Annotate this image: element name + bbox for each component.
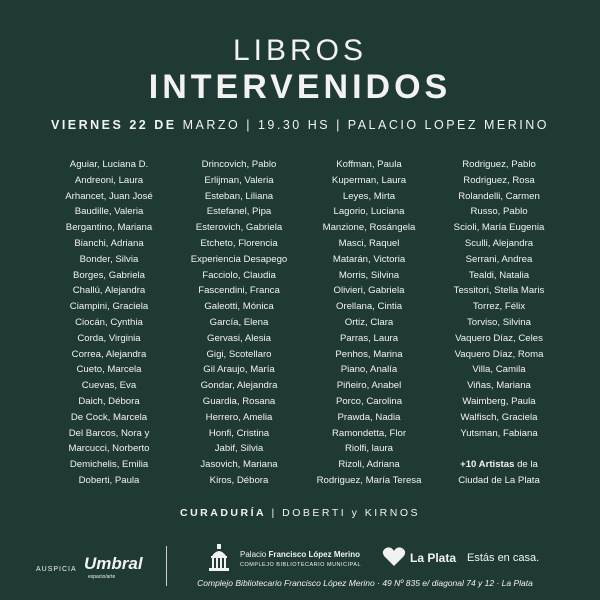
artist-name: Masci, Raquel xyxy=(338,237,400,249)
artist-name: Correa, Alejandra xyxy=(71,348,147,360)
artist-name: Ramondetta, Flor xyxy=(331,427,407,439)
artist-name: Challú, Alejandra xyxy=(72,285,146,297)
artist-name: Honfi, Cristina xyxy=(208,427,270,439)
artist-name: Manzione, Rosángela xyxy=(322,222,416,234)
palace-icon xyxy=(206,544,232,574)
artist-name: Morris, Silvina xyxy=(338,269,400,281)
artist-name: Kuperman, Laura xyxy=(331,174,407,186)
artist-name: Fascendini, Franca xyxy=(198,285,280,297)
artist-name: Gervasi, Alesia xyxy=(207,332,271,344)
artist-name: Del Barcos, Nora y xyxy=(68,427,150,439)
artist-name: Porco, Carolina xyxy=(335,395,403,407)
artist-name: Tessitori, Stella Maris xyxy=(453,285,545,297)
artist-name: Gigi, Scotellaro xyxy=(206,348,272,360)
event-place: PALACIO LOPEZ MERINO xyxy=(347,118,549,132)
artist-name: Yutsman, Fabiana xyxy=(460,427,538,439)
artist-name: Matarán, Victoria xyxy=(332,253,406,265)
artist-name: Kiros, Débora xyxy=(209,474,269,486)
artist-name: Koffman, Paula xyxy=(336,159,402,170)
auspicia-label: AUSPICIA xyxy=(36,566,77,573)
curators xyxy=(0,507,600,519)
artist-name: Arhancet, Juan José xyxy=(65,190,153,202)
extra-artists-count: +10 Artistas xyxy=(460,459,515,471)
artist-name: Jabif, Silvia xyxy=(214,443,264,455)
event-time: 19.30 HS xyxy=(257,118,331,132)
artist-name: Bonder, Silvia xyxy=(79,253,139,265)
event-date: 22 DE xyxy=(129,118,177,132)
footer xyxy=(0,540,600,600)
artist-name: Orellana, Cintia xyxy=(335,301,403,313)
artist-name: Walfisch, Graciela xyxy=(460,411,538,423)
palacio-name: Francisco López Merino xyxy=(268,550,361,559)
artist-name: Ciampini, Graciela xyxy=(69,301,149,313)
artist-name: Ciocán, Cynthia xyxy=(75,316,143,328)
artist-name: Waimberg, Paula xyxy=(462,395,536,407)
artist-name: Parras, Laura xyxy=(339,332,399,344)
artist-name: Jasovich, Mariana xyxy=(200,459,278,471)
artists-column-3 xyxy=(304,157,434,489)
artist-name: Guardia, Rosana xyxy=(202,395,276,407)
palacio-subtitle: COMPLEJO BIBLIOTECARIO MUNICIPAL xyxy=(240,562,362,568)
artist-name: Experiencia Desapego xyxy=(190,253,288,265)
artists-column-1 xyxy=(44,157,174,489)
artists-column-4 xyxy=(434,157,564,489)
artist-name: Facciolo, Claudia xyxy=(202,269,276,281)
artist-name: Rodriguez, María Teresa xyxy=(316,474,422,486)
extra-artists-city: Ciudad de La Plata xyxy=(458,474,540,486)
title-intervenidos: INTERVENIDOS xyxy=(148,68,452,106)
artist-name: Rodriguez, Pablo xyxy=(462,159,536,170)
artist-name: Etcheto, Florencia xyxy=(200,237,278,249)
artist-name: De Cock, Marcela xyxy=(70,411,148,423)
extra-artists-rest: de la xyxy=(514,459,538,471)
artist-name: Daich, Débora xyxy=(78,395,140,407)
artist-name: Sculli, Alejandra xyxy=(464,237,534,249)
artist-name: García, Elena xyxy=(209,316,269,328)
artist-name: Doberti, Paula xyxy=(78,474,140,486)
separator: | xyxy=(271,507,277,519)
laplata-logo: La Plata xyxy=(410,551,457,565)
artist-name: Prawda, Nadia xyxy=(337,411,401,423)
artist-name: Serrani, Andrea xyxy=(465,253,533,265)
artist-name: Erlijman, Valeria xyxy=(204,174,274,186)
artist-name: Bergantino, Mariana xyxy=(65,222,153,234)
artist-name: Baudille, Valeria xyxy=(74,206,144,218)
artist-name: Marcucci, Norberto xyxy=(68,443,150,455)
event-details xyxy=(0,118,600,132)
laplata-slogan: Estás en casa. xyxy=(467,552,540,564)
artist-name: Esteban, Liliana xyxy=(204,190,274,202)
artist-name: Leyes, Mirta xyxy=(342,190,396,202)
artist-name: Aguiar, Luciana D. xyxy=(69,159,149,170)
spacer xyxy=(434,441,564,457)
artist-name: Esterovich, Gabriela xyxy=(195,222,283,234)
artist-name: Rodriguez, Rosa xyxy=(463,174,535,186)
artist-name: Cuevas, Eva xyxy=(81,380,137,392)
palacio-title xyxy=(240,550,360,559)
artist-name: Gil Araujo, María xyxy=(203,364,275,376)
event-day: VIERNES xyxy=(50,118,124,132)
artist-name: Bianchi, Adriana xyxy=(74,237,144,249)
umbral-subtitle: espacio/arte xyxy=(88,574,116,580)
artist-name: Gondar, Alejandra xyxy=(200,380,278,392)
artist-name: Piñeiro, Anabel xyxy=(336,380,402,392)
artist-name: Vaquero Díaz, Celes xyxy=(455,332,543,344)
artist-name: Vaquero Díaz, Roma xyxy=(454,348,544,360)
artists-column-2 xyxy=(174,157,304,489)
artist-name: Olivieri, Gabriela xyxy=(333,285,405,297)
artist-name: Torrez, Félix xyxy=(472,301,526,313)
umbral-logo: Umbral xyxy=(84,554,143,573)
extra-artists xyxy=(434,457,564,473)
heart-icon xyxy=(382,547,406,567)
separator: | xyxy=(246,118,252,132)
artist-name: Rolandelli, Carmen xyxy=(458,190,540,202)
artist-name: Penhos, Marina xyxy=(335,348,403,360)
artist-name: Cueto, Marcela xyxy=(76,364,142,376)
artist-name: Corda, Virginia xyxy=(77,332,141,344)
address: Complejo Bibliotecario Francisco López Merino · 49 Nº 835 e/ diagonal 74 y 12 · La Plata xyxy=(197,578,533,588)
artist-name: Andreoni, Laura xyxy=(74,174,144,186)
artist-name: Riolfi, laura xyxy=(345,443,393,455)
artist-name: Viñas, Mariana xyxy=(467,380,531,392)
curaduria-label: CURADURÍA xyxy=(180,507,267,519)
artist-name: Lagorio, Luciana xyxy=(333,206,405,218)
artist-name: Borges, Gabriela xyxy=(73,269,145,281)
event-month: MARZO xyxy=(182,118,241,132)
separator: | xyxy=(336,118,342,132)
artist-name: Rizoli, Adriana xyxy=(338,459,400,471)
artist-name: Villa, Camila xyxy=(472,364,526,376)
artists-list xyxy=(44,157,564,489)
artist-name: Russo, Pablo xyxy=(470,206,528,218)
artist-name: Herrero, Amelia xyxy=(205,411,273,423)
title-libros: LIBROS xyxy=(232,34,368,67)
artist-name: Piano, Analía xyxy=(340,364,398,376)
artist-name: Torviso, Silvina xyxy=(467,316,531,328)
artist-name: Tealdi, Natalia xyxy=(468,269,530,281)
artist-name: Demichelis, Emilia xyxy=(69,459,149,471)
artist-name: Drincovich, Pablo xyxy=(201,159,277,170)
artist-name: Estefanel, Pipa xyxy=(206,206,272,218)
palacio-prefix: Palacio xyxy=(240,550,269,559)
curator-names: DOBERTI y KIRNOS xyxy=(282,507,420,519)
artist-name: Galeotti, Mónica xyxy=(204,301,274,313)
artist-name: Scioli, María Eugenia xyxy=(453,222,545,234)
artist-name: Ortiz, Clara xyxy=(344,316,394,328)
